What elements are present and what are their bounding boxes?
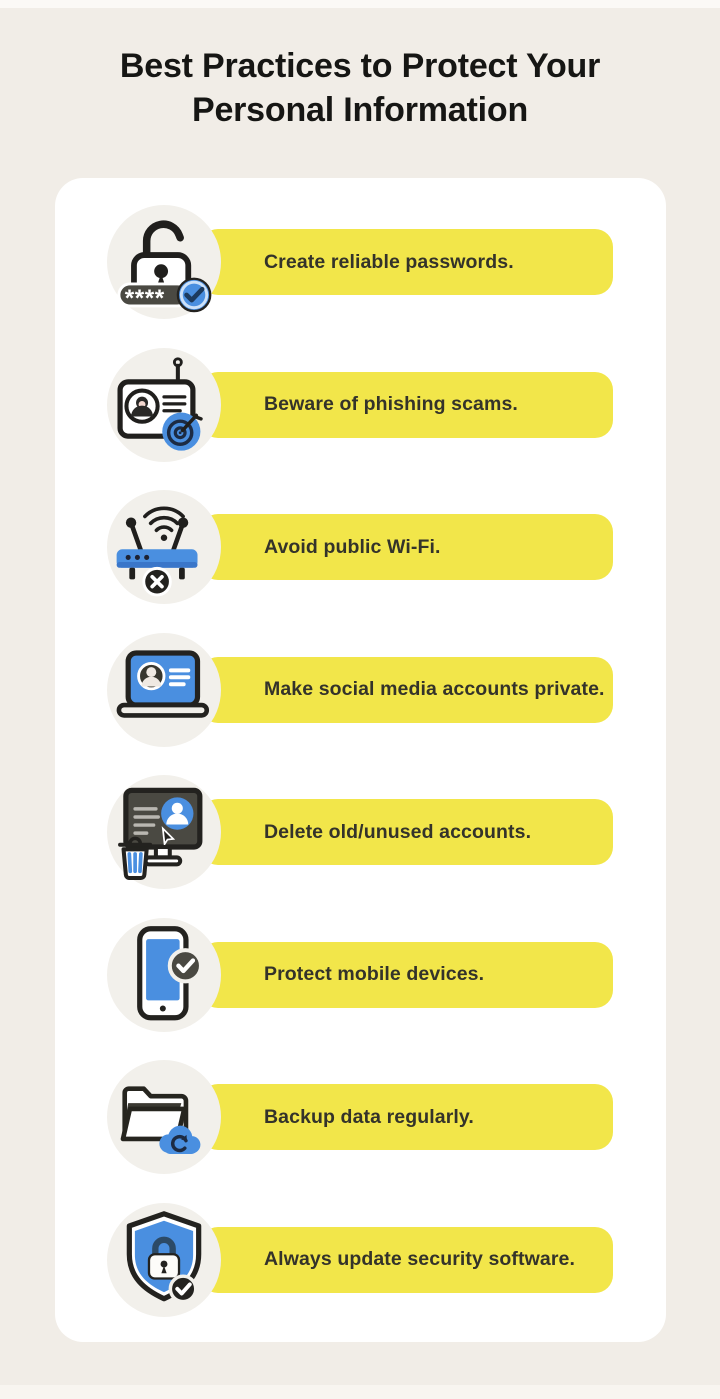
practice-pill — [200, 942, 613, 1008]
practice-row-backup-data — [55, 1060, 666, 1174]
practice-pill — [200, 372, 613, 438]
icon-circle — [107, 633, 221, 747]
page-title — [0, 0, 720, 132]
password-lock-icon — [112, 210, 216, 314]
practice-row-delete-accounts — [55, 775, 666, 889]
phishing-id-card-icon — [112, 353, 216, 457]
icon-circle — [107, 348, 221, 462]
page-title-line2: Personal Information — [191, 91, 529, 129]
practice-pill — [200, 1227, 613, 1293]
practice-row-mobile-devices — [55, 918, 666, 1032]
practice-pill — [200, 657, 613, 723]
practice-row-social-media — [55, 633, 666, 747]
practice-row-phishing — [55, 348, 666, 462]
icon-circle — [107, 1203, 221, 1317]
practices-card — [55, 178, 666, 1342]
practice-pill — [200, 229, 613, 295]
practice-label: Make social media accounts private. — [264, 678, 605, 700]
practice-row-passwords — [55, 205, 666, 319]
icon-circle — [107, 1060, 221, 1174]
page-bottom-strip — [0, 1385, 720, 1399]
icon-circle — [107, 490, 221, 604]
icon-circle — [107, 775, 221, 889]
svg-text:****: **** — [124, 284, 165, 312]
shield-lock-check-icon — [112, 1208, 216, 1312]
practice-label: Create reliable passwords. — [264, 250, 514, 273]
practice-label: Avoid public Wi-Fi. — [264, 535, 441, 558]
page-top-strip — [0, 0, 720, 8]
wifi-router-blocked-icon — [112, 495, 216, 599]
practice-label: Delete old/unused accounts. — [264, 820, 532, 843]
practice-pill — [200, 1084, 613, 1150]
icon-circle — [107, 918, 221, 1032]
laptop-social-profile-icon — [112, 638, 216, 742]
folder-cloud-backup-icon — [112, 1065, 216, 1169]
practice-label: Always update security software. — [264, 1248, 575, 1270]
practice-label: Beware of phishing scams. — [264, 393, 518, 415]
practice-row-security-software — [55, 1203, 666, 1317]
icon-circle — [107, 205, 221, 319]
practice-row-public-wifi — [55, 490, 666, 604]
delete-account-monitor-icon — [112, 780, 216, 884]
mobile-device-check-icon — [112, 923, 216, 1027]
practice-label: Protect mobile devices. — [264, 963, 485, 985]
page-title-line1: Best Practices to Protect Your — [119, 47, 601, 85]
practice-pill — [200, 514, 613, 580]
practice-pill — [200, 799, 613, 865]
practice-label: Backup data regularly. — [264, 1105, 474, 1128]
